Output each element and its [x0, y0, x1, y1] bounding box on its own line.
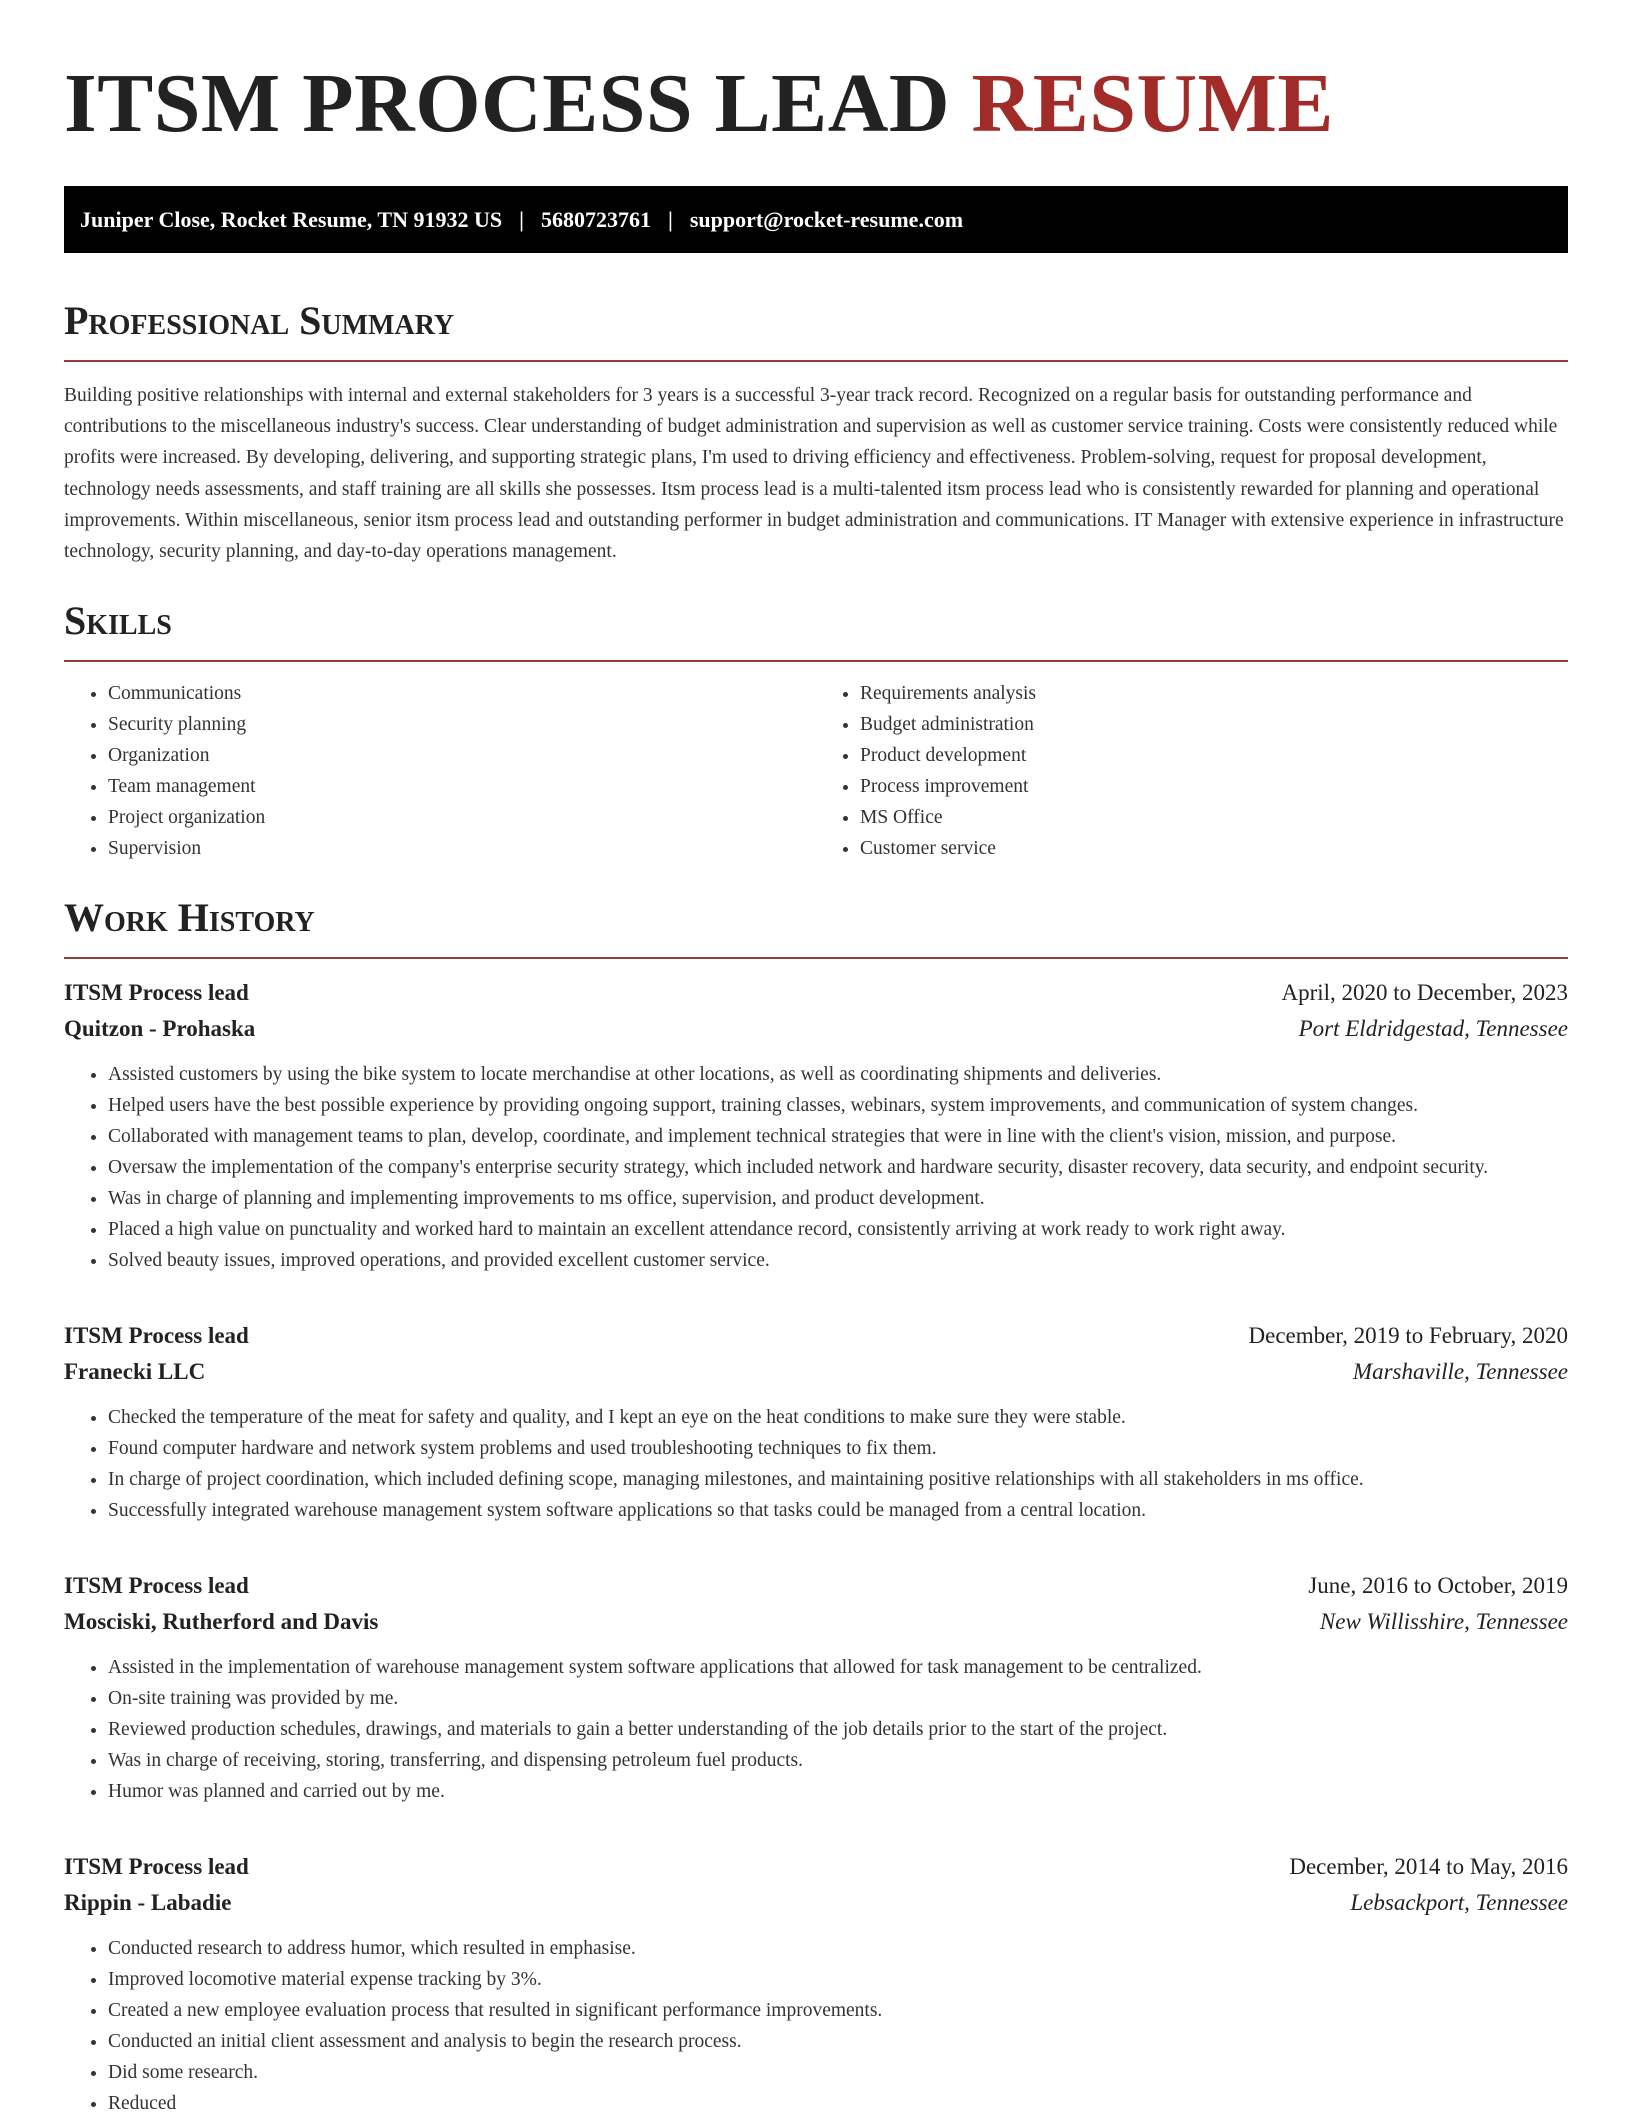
work-section	[64, 894, 1568, 2119]
contact-address: Juniper Close, Rocket Resume, TN 91932 US	[80, 206, 503, 232]
job-bullet: • Checked the temperature of the meat for safety and quality, and I kept an eye on the heat conditions to make sure they were stable.	[108, 1402, 1568, 1433]
job-location: Marshaville, Tennessee	[1352, 1359, 1568, 1385]
job-header-row	[64, 1318, 1568, 1354]
skills-section	[64, 597, 1568, 864]
skill-item: • Security planning	[108, 709, 816, 740]
section-divider	[64, 957, 1568, 959]
job-bullet: • Conducted research to address humor, which resulted in emphasise.	[108, 1933, 1568, 1964]
job-bullet: • Humor was planned and carried out by me.	[108, 1776, 1568, 1807]
skill-item: • MS Office	[860, 802, 1568, 833]
job-title: ITSM Process lead	[64, 1854, 249, 1880]
job-list	[64, 975, 1568, 2119]
job-bullet: • Improved locomotive material expense tracking by 3%.	[108, 1964, 1568, 1995]
job-bullet: • Found computer hardware and network system problems and used troubleshooting techniques to fix them.	[108, 1433, 1568, 1464]
job-bullet: • Did some research.	[108, 2057, 1568, 2088]
skill-item: • Product development	[860, 740, 1568, 771]
job-header-row	[64, 1849, 1568, 1885]
job-entry	[64, 1318, 1568, 1526]
job-title: ITSM Process lead	[64, 980, 249, 1006]
job-entry	[64, 975, 1568, 1276]
job-bullets	[64, 1933, 1568, 2119]
skill-item: • Requirements analysis	[860, 678, 1568, 709]
job-company: Rippin - Labadie	[64, 1890, 232, 1916]
contact-bar	[64, 186, 1568, 253]
job-bullet: • Assisted customers by using the bike system to locate merchandise at other locations, as well as coordinating shipments and deliveries.	[108, 1059, 1568, 1090]
job-dates: June, 2016 to October, 2019	[1308, 1573, 1568, 1599]
job-bullets	[64, 1652, 1568, 1807]
contact-phone[interactable]: 5680723761	[540, 206, 651, 232]
skill-item: • Supervision	[108, 833, 816, 864]
contact-email[interactable]: support@rocket-resume.com	[689, 206, 964, 232]
skills-list-right	[816, 678, 1568, 864]
summary-text: Building positive relationships with internal and external stakeholders for 3 years is a successful 3-year track record. Recognized on a regular basis for outstanding performance and contributions to the miscellaneous industry's success. Clear understanding of budget administration and supervision as well as customer service training. Costs were consistently reduced while profits were increased. By developing, delivering, and supporting strategic plans, I'm used to driving efficiency and effectiveness. Problem-solving, request for proposal development, technology needs assessments, and staff training are all skills she possesses. Itsm process lead is a multi-talented itsm process lead who is consistently rewarded for planning and operational improvements. Within miscellaneous, senior itsm process lead and outstanding performer in budget administration and communications. IT Manager with extensive experience in infrastructure technology, security planning, and day-to-day operations management.	[64, 385, 1564, 563]
summary-heading: Professional Summary	[64, 298, 455, 343]
job-bullet: • Reviewed production schedules, drawings, and materials to gain a better understanding of the job details prior to the start of the project.	[108, 1714, 1568, 1745]
job-entry	[64, 1849, 1568, 2119]
job-header-row	[64, 1568, 1568, 1604]
job-bullet: • Created a new employee evaluation process that resulted in significant performance improvements.	[108, 1995, 1568, 2026]
job-dates: December, 2019 to February, 2020	[1248, 1323, 1568, 1349]
job-bullet: • Collaborated with management teams to plan, develop, coordinate, and implement technical strategies that were in line with the client's vision, mission, and purpose.	[108, 1121, 1568, 1152]
contact-separator: |	[667, 206, 673, 232]
job-bullet: • Was in charge of planning and implementing improvements to ms office, supervision, and product development.	[108, 1183, 1568, 1214]
job-company: Franecki LLC	[64, 1359, 206, 1385]
job-bullet: • Placed a high value on punctuality and worked hard to maintain an excellent attendance record, consistently arriving at work ready to work right away.	[108, 1214, 1568, 1245]
skill-item: • Budget administration	[860, 709, 1568, 740]
skill-item: • Team management	[108, 771, 816, 802]
job-bullet: • In charge of project coordination, which included defining scope, managing milestones, and maintaining positive relationships with all stakeholders in ms office.	[108, 1464, 1568, 1495]
job-dates: April, 2020 to December, 2023	[1281, 980, 1568, 1006]
contact-separator: |	[519, 206, 524, 232]
job-bullets	[64, 1402, 1568, 1526]
job-bullet: • Reduced	[108, 2088, 1568, 2119]
section-divider	[64, 360, 1568, 362]
summary-section	[64, 297, 1568, 567]
job-company-row	[64, 1604, 1568, 1640]
job-title: ITSM Process lead	[64, 1573, 249, 1599]
job-location: Lebsackport, Tennessee	[1350, 1890, 1568, 1916]
job-entry	[64, 1568, 1568, 1807]
job-bullet: • Assisted in the implementation of warehouse management system software applications that allowed for task management to be centralized.	[108, 1652, 1568, 1683]
job-location: New Willisshire, Tennessee	[1319, 1609, 1568, 1635]
job-company: Quitzon - Prohaska	[64, 1016, 256, 1042]
job-company-row	[64, 1885, 1568, 1921]
job-bullet: • Successfully integrated warehouse management system software applications so that tasks could be managed from a central location.	[108, 1495, 1568, 1526]
job-bullet: • Conducted an initial client assessment and analysis to begin the research process.	[108, 2026, 1568, 2057]
skills-list-left	[64, 678, 816, 864]
job-bullet: • Oversaw the implementation of the company's enterprise security strategy, which included network and hardware security, disaster recovery, data security, and endpoint security.	[108, 1152, 1568, 1183]
work-heading: Work History	[64, 895, 315, 941]
skill-item: • Communications	[108, 678, 816, 709]
resume-title	[64, 56, 1568, 152]
section-divider	[64, 660, 1568, 662]
skill-item: • Customer service	[860, 833, 1568, 864]
title-main: ITSM PROCESS LEAD	[64, 57, 951, 150]
title-accent: RESUME	[971, 57, 1334, 150]
skill-item: • Organization	[108, 740, 816, 771]
skill-item: • Project organization	[108, 802, 816, 833]
job-dates: December, 2014 to May, 2016	[1289, 1854, 1568, 1880]
job-bullets	[64, 1059, 1568, 1276]
job-bullet: • Was in charge of receiving, storing, transferring, and dispensing petroleum fuel products.	[108, 1745, 1568, 1776]
job-company-row	[64, 1011, 1568, 1047]
job-company: Mosciski, Rutherford and Davis	[64, 1609, 379, 1635]
job-bullet: • Solved beauty issues, improved operations, and provided excellent customer service.	[108, 1245, 1568, 1276]
job-location: Port Eldridgestad, Tennessee	[1298, 1016, 1568, 1042]
job-company-row	[64, 1354, 1568, 1390]
job-header-row	[64, 975, 1568, 1011]
skills-columns	[64, 678, 1568, 864]
job-title: ITSM Process lead	[64, 1323, 249, 1349]
job-bullet: • On-site training was provided by me.	[108, 1683, 1568, 1714]
job-bullet: • Helped users have the best possible experience by providing ongoing support, training classes, webinars, system improvements, and communication of system changes.	[108, 1090, 1568, 1121]
skill-item: • Process improvement	[860, 771, 1568, 802]
skills-heading: Skills	[64, 598, 172, 644]
